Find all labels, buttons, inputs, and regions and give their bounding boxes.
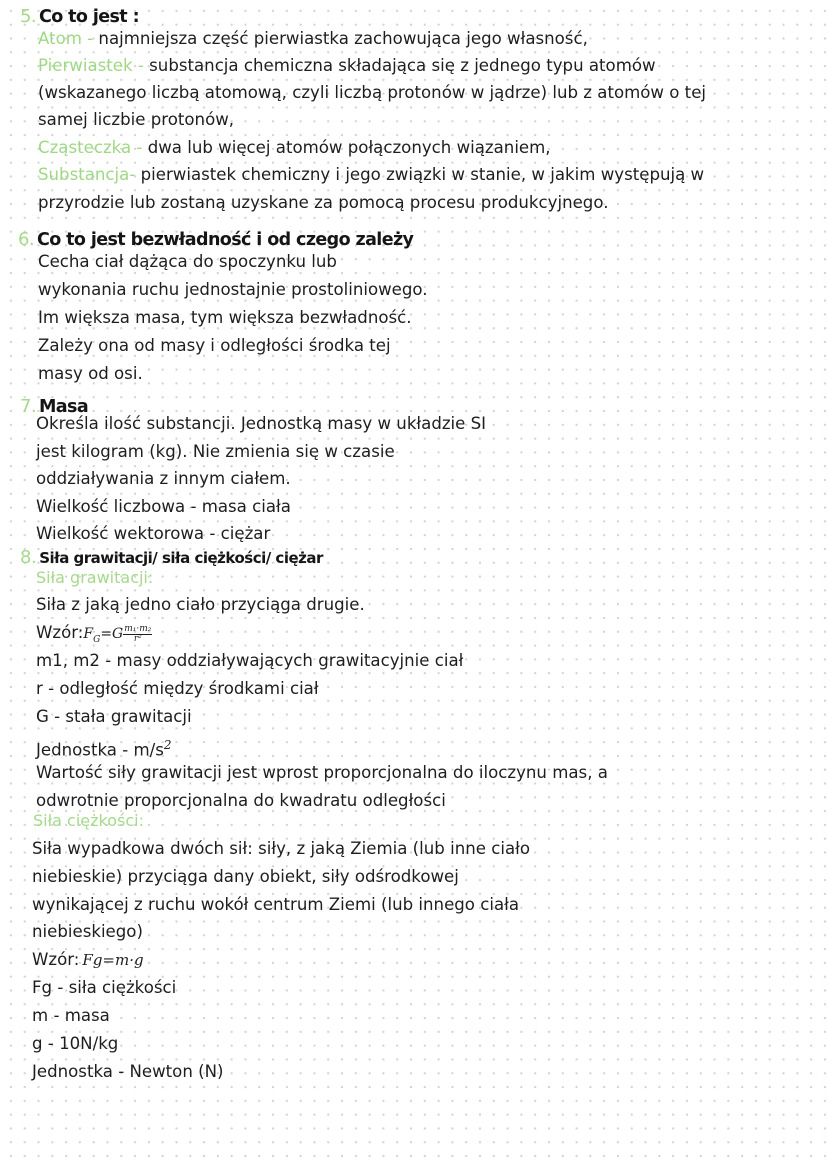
section-5-heading xyxy=(20,6,139,28)
g-formula-denominator: r² xyxy=(133,633,142,644)
g-line-7: Wartość siły grawitacji jest wprost proporcjonalna do iloczynu mas, a xyxy=(36,763,608,782)
g-line-8: odwrotnie proporcjonalna do kwadratu odległości xyxy=(36,791,446,810)
s6-line-1: Cecha ciał dążąca do spoczynku lub xyxy=(38,252,337,271)
g-unit-exponent: 2 xyxy=(163,738,172,752)
c-line-8: g - 10N/kg xyxy=(32,1034,119,1053)
section-6-title: Co to jest bezwładność i od czego zależy xyxy=(36,230,414,250)
c-line-9: Jednostka - Newton (N) xyxy=(32,1062,224,1081)
s6-line-4: Zależy ona od masy i odległości środka tej xyxy=(38,336,391,355)
substancja-text-2: przyrodzie lub zostaną uzyskane za pomocą procesu produkcyjnego. xyxy=(38,193,609,212)
g-formula-mid: =G xyxy=(100,626,124,642)
g-formula-lhs-sub: G xyxy=(93,634,101,645)
czasteczka-definition xyxy=(38,137,551,159)
s6-line-3: Im większa masa, tym większa bezwładność. xyxy=(38,308,412,327)
section-5-title: Co to jest : xyxy=(38,7,139,27)
atom-text: najmniejsza część pierwiastka zachowująca jego własność, xyxy=(98,29,588,48)
pierwiastek-definition xyxy=(38,55,656,77)
s6-line-2: wykonania ruchu jednostajnie prostoliniowego. xyxy=(38,280,428,299)
section-5-number: 5. xyxy=(20,6,36,27)
g-line-1: Siła z jaką jedno ciało przyciąga drugie. xyxy=(36,595,365,614)
g-line-6 xyxy=(36,734,172,762)
czasteczka-text: dwa lub więcej atomów połączonych wiązaniem, xyxy=(147,138,551,157)
section-6-number: 6. xyxy=(18,229,34,250)
ciezkosc-subheading: Siła ciężkości: xyxy=(33,811,144,830)
c-formula: Fg=m·g xyxy=(82,951,144,969)
g-line-5: G - stała grawitacji xyxy=(36,707,192,726)
s6-line-5: masy od osi. xyxy=(38,364,143,383)
s7-line-4: Wielkość liczbowa - masa ciała xyxy=(36,497,291,516)
s7-line-3: oddziaływania z innym ciałem. xyxy=(36,469,291,488)
g-unit-text: Jednostka - m/s xyxy=(36,740,164,760)
substancja-definition xyxy=(38,164,704,186)
g-formula-fraction xyxy=(123,625,152,644)
g-line-4: r - odległość między środkami ciał xyxy=(36,679,319,698)
section-8-title: Siła grawitacji/ siła ciężkości/ ciężar xyxy=(39,549,323,567)
c-formula-label: Wzór: xyxy=(32,950,80,969)
substancja-term: Substancja- xyxy=(38,165,141,184)
section-8-number: 8. xyxy=(20,547,37,568)
g-formula-line xyxy=(36,622,152,651)
grawitacja-subheading: Siła grawitacji: xyxy=(36,568,154,587)
atom-definition xyxy=(38,28,588,50)
pierwiastek-text-2: (wskazanego liczbą atomową, czyli liczbą protonów w jądrze) lub z atomów o tej xyxy=(38,83,707,102)
c-line-6: Fg - siła ciężkości xyxy=(32,978,177,997)
pierwiastek-term: Pierwiastek - xyxy=(38,56,150,75)
s7-line-5: Wielkość wektorowa - ciężar xyxy=(36,524,271,543)
czasteczka-term: Cząsteczka - xyxy=(38,138,148,157)
substancja-text-1: pierwiastek chemiczny i jego związki w stanie, w jakim występują w xyxy=(140,165,705,184)
g-formula-lhs: F xyxy=(83,626,94,642)
atom-term: Atom - xyxy=(38,29,99,48)
g-formula-numerator: m₁·m₂ xyxy=(124,623,152,634)
g-formula xyxy=(83,623,152,645)
c-line-3: wynikającej z ruchu wokół centrum Ziemi (lub innego ciała xyxy=(32,895,520,914)
pierwiastek-text-1: substancja chemiczna składająca się z jednego typu atomów xyxy=(149,56,656,75)
g-formula-label: Wzór: xyxy=(36,623,84,642)
pierwiastek-text-3: samej liczbie protonów, xyxy=(38,110,235,129)
c-line-2: niebieskie) przyciąga dany obiekt, siły odśrodkowej xyxy=(32,867,459,886)
c-line-4: niebieskiego) xyxy=(32,922,143,941)
section-6-heading xyxy=(18,229,413,251)
section-7-number: 7. xyxy=(20,396,36,417)
c-formula-line xyxy=(32,949,144,971)
c-line-7: m - masa xyxy=(32,1006,110,1025)
section-8-heading xyxy=(20,547,323,569)
s7-line-1: Określa ilość substancji. Jednostką masy w układzie SI xyxy=(36,414,487,433)
section-7-title: Masa xyxy=(38,397,89,417)
g-line-3: m1, m2 - masy oddziaływających grawitacyjnie ciał xyxy=(36,651,464,670)
c-line-1: Siła wypadkowa dwóch sił: siły, z jaką Ziemia (lub inne ciało xyxy=(32,839,530,858)
s7-line-2: jest kilogram (kg). Nie zmienia się w czasie xyxy=(36,442,395,461)
